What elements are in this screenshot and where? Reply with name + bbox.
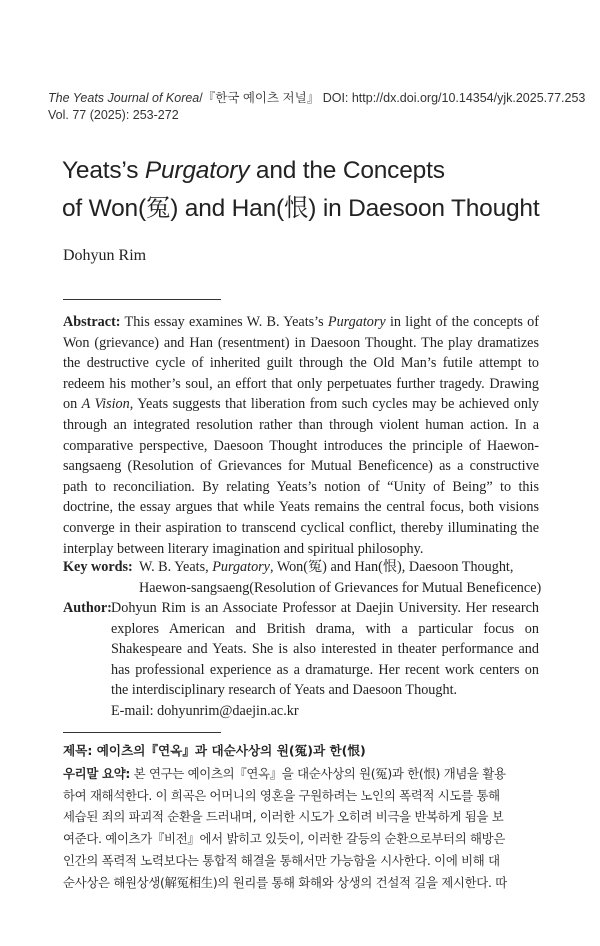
keywords [63,557,542,598]
journal-korean-name: /『한국 예이츠 저널』 [199,91,320,105]
journal-citation-line [48,90,586,107]
korean-abstract-line: 여준다. 예이츠가『비전』에서 밝히고 있듯이, 이러한 갈등의 순환으로부터의 해방은 [63,831,506,847]
korean-abstract-label: 우리말 요약: [63,766,131,781]
author-email[interactable]: E-mail: dohyunrim@daejin.ac.kr [111,702,299,719]
korean-abstract-line: 우리말 요약: 본 연구는 예이츠의『연옥』을 대순사상의 원(冤)과 한(恨) 개념을 활용 [63,766,506,781]
title-line-1: Yeats’s Purgatory and the Concepts [62,157,445,184]
volume-info: Vol. 77 (2025): 253-272 [48,108,179,122]
korean-abstract-line: 하여 재해석한다. 이 희곡은 어머니의 영혼을 구원하려는 노인의 폭력적 시도를 통해 [63,787,500,803]
divider [63,299,221,300]
title-line-2: of Won(冤) and Han(恨) in Daesoon Thought [62,195,540,222]
author-bio [63,598,539,722]
abstract: Abstract: This essay examines W. B. Yeats’s Purgatory in light of the concepts of Won (grievance) and Han (resentment) in Daesoon Thought. The play dramatizes the destructive cycle of inherited guilt through the Old Man’s futile attempt to redeem his mother’s soul, an effort that only perpetuates further tragedy. Drawing on A Vision, Yeats suggests that liberation from such cycles may be achieved only through an integrated resolution rather than through violent human action. In a comparative perspective, Daesoon Thought introduces the principle of Haewon-sangsaeng (Resolution of Grievances for Mutual Beneficence) as a constructive path to reconciliation. By relating Yeats’s notion of “Unity of Being” to this doctrine, the essay argues that while Yeats remains the central focus, both visions converge in their aspiration to transcend cyclical conflict, thereby illuminating the interplay between literary imagination and spiritual philosophy. [63,314,540,557]
journal-name: The Yeats Journal of Korea [48,91,200,105]
korean-abstract-line: 순사상은 해원상생(解冤相生)의 원리를 통해 화해와 상생의 건설적 길을 제시한다. 따 [63,874,507,890]
korean-title: 제목: 예이츠의『연옥』과 대순사상의 원(冤)과 한(恨) [63,743,366,758]
korean-abstract [63,763,539,893]
author-name: Dohyun Rim [63,247,147,264]
title-italic-work: Purgatory [144,157,250,184]
keywords-line-1: Key words: W. B. Yeats, Purgatory, Won(冤) and Han(恨), Daesoon Thought, [63,557,539,578]
doi-link[interactable]: DOI: http://dx.doi.org/10.14354/yjk.2025.77.253 [319,91,586,105]
keywords-line-2: Haewon-sangsaeng(Resolution of Grievances for Mutual Beneficence) [139,579,542,596]
keywords-label: Key words: [63,559,133,575]
author-bio-text: Dohyun Rim is an Associate Professor at Daejin University. Her research explores American and British drama, with a particular focus on Shakespeare and Yeats. She is also interested in theater performance and has professional experience as a dramaturge. Her recent work centers on the interdisciplinary research of Yeats and Daesoon Thought. E-mail: dohyunrim@daejin.ac.kr [63,598,539,722]
korean-abstract-line: 인간의 폭력적 노력보다는 통합적 해결을 통해서만 가능함을 시사한다. 이에 비해 대 [63,852,500,868]
abstract-label: Abstract: [63,314,121,330]
divider [63,732,221,733]
paper-title [62,152,562,228]
journal-header [48,90,586,124]
author-bio-label: Author: [63,600,112,616]
korean-abstract-line: 세습된 죄의 파괴적 순환을 드러내며, 이러한 시도가 오히려 비극을 반복하게 됨을 보 [63,809,504,825]
